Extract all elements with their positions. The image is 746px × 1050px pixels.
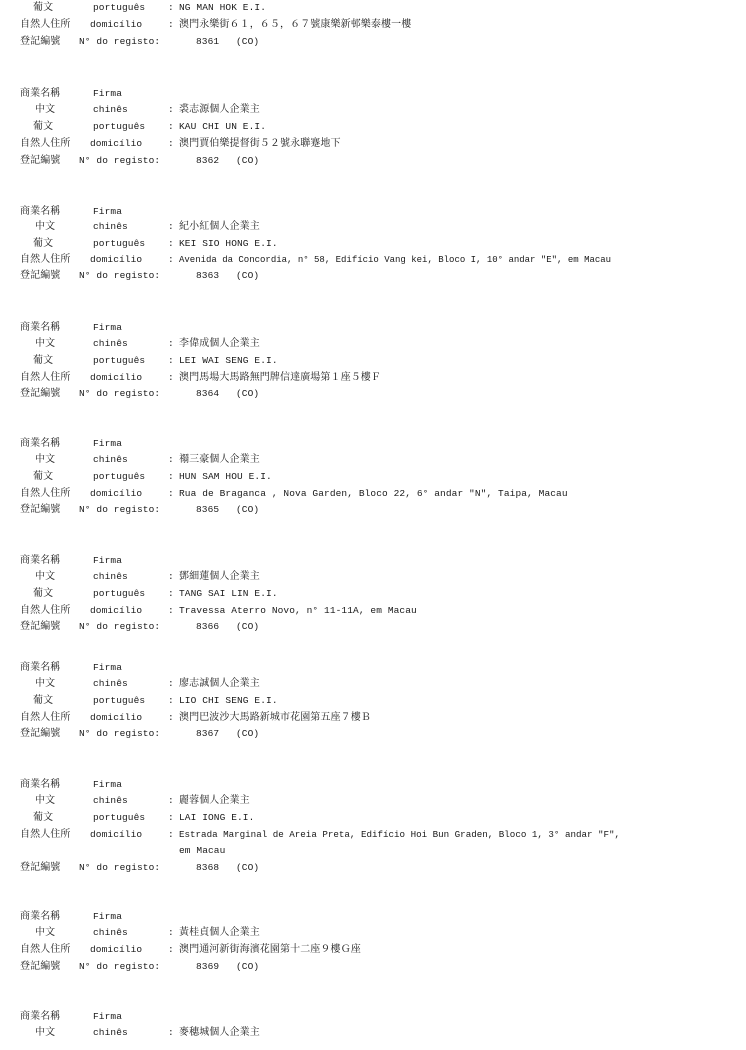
address: 澳門賈伯樂提督街５２號永聯蹇地下 bbox=[179, 138, 341, 149]
pt-label-zh: 葡文 bbox=[33, 471, 54, 482]
address: 澳門永樂街６１，６５，６７號康樂新邨樂泰樓一樓 bbox=[179, 19, 412, 30]
pt-label: português bbox=[93, 2, 146, 13]
zh-label: chinês bbox=[93, 795, 128, 806]
registo-number: 8363 bbox=[196, 270, 220, 281]
zh-label-zh: 中文 bbox=[35, 454, 56, 465]
colon: : bbox=[168, 944, 174, 955]
firma-label-zh: 商業名稱 bbox=[20, 1011, 61, 1022]
registo-label: N° do registo: bbox=[79, 155, 161, 166]
registo-number: 8361 bbox=[196, 36, 220, 47]
firma-label-zh: 商業名稱 bbox=[20, 438, 61, 449]
domicile-label: domicílio bbox=[90, 488, 143, 499]
pt-name: HUN SAM HOU E.I. bbox=[179, 471, 272, 482]
pt-label: português bbox=[93, 812, 146, 823]
firma-label-zh: 商業名稱 bbox=[20, 88, 61, 99]
colon: : bbox=[168, 454, 174, 465]
pt-name: KEI SIO HONG E.I. bbox=[179, 238, 278, 249]
zh-name: 麥穗城個人企業主 bbox=[179, 1027, 260, 1038]
registo-suffix: (CO) bbox=[236, 155, 260, 166]
zh-label: chinês bbox=[93, 1027, 128, 1038]
pt-label-zh: 葡文 bbox=[33, 2, 54, 13]
registo-number: 8364 bbox=[196, 388, 220, 399]
domicile-label-zh: 自然人住所 bbox=[20, 829, 71, 840]
address: 澳門巴波沙大馬路新城市花園第五座７樓Ｂ bbox=[179, 712, 371, 723]
firma-label-zh: 商業名稱 bbox=[20, 206, 61, 217]
domicile-label-zh: 自然人住所 bbox=[20, 372, 71, 383]
registo-number: 8362 bbox=[196, 155, 220, 166]
colon: : bbox=[168, 221, 174, 232]
address: Avenida da Concordia, n° 58, Edifício Vang kei, Bloco I, 10° andar "E", em Macau bbox=[179, 255, 612, 265]
pt-name: TANG SAI LIN E.I. bbox=[179, 588, 278, 599]
domicile-label-zh: 自然人住所 bbox=[20, 138, 71, 149]
domicile-label: domicílio bbox=[90, 254, 143, 265]
pt-name: LIO CHI SENG E.I. bbox=[179, 695, 278, 706]
colon: : bbox=[168, 829, 174, 840]
address: 澳門通河新街海濱花園第十二座９樓Ｇ座 bbox=[179, 944, 361, 955]
firma-label: Firma bbox=[93, 555, 123, 566]
domicile-label: domicílio bbox=[90, 944, 143, 955]
firma-label: Firma bbox=[93, 911, 123, 922]
domicile-label-zh: 自然人住所 bbox=[20, 19, 71, 30]
zh-label-zh: 中文 bbox=[35, 795, 56, 806]
zh-label: chinês bbox=[93, 221, 128, 232]
registo-label: N° do registo: bbox=[79, 270, 161, 281]
zh-name: 紀小紅個人企業主 bbox=[179, 221, 260, 232]
zh-label: chinês bbox=[93, 571, 128, 582]
colon: : bbox=[168, 254, 174, 265]
pt-label: português bbox=[93, 121, 146, 132]
domicile-label: domicílio bbox=[90, 138, 143, 149]
colon: : bbox=[168, 238, 174, 249]
pt-label: português bbox=[93, 695, 146, 706]
colon: : bbox=[168, 19, 174, 30]
domicile-label: domicílio bbox=[90, 605, 143, 616]
registo-label: N° do registo: bbox=[79, 961, 161, 972]
address: Rua de Braganca , Nova Garden, Bloco 22, 6° andar "N", Taipa, Macau bbox=[179, 488, 568, 499]
colon: : bbox=[168, 795, 174, 806]
pt-label-zh: 葡文 bbox=[33, 588, 54, 599]
firma-label: Firma bbox=[93, 779, 123, 790]
domicile-label-zh: 自然人住所 bbox=[20, 944, 71, 955]
colon: : bbox=[168, 338, 174, 349]
pt-label: português bbox=[93, 588, 146, 599]
firma-label: Firma bbox=[93, 206, 123, 217]
zh-label-zh: 中文 bbox=[35, 678, 56, 689]
colon: : bbox=[168, 812, 174, 823]
registo-label: N° do registo: bbox=[79, 36, 161, 47]
registo-suffix: (CO) bbox=[236, 621, 260, 632]
address: 澳門馬場大馬路無門牌信達廣場第１座５樓Ｆ bbox=[179, 372, 381, 383]
zh-label-zh: 中文 bbox=[35, 927, 56, 938]
colon: : bbox=[168, 588, 174, 599]
zh-name: 廖志誠個人企業主 bbox=[179, 678, 260, 689]
registo-suffix: (CO) bbox=[236, 862, 260, 873]
colon: : bbox=[168, 1027, 174, 1038]
registo-label: N° do registo: bbox=[79, 504, 161, 515]
colon: : bbox=[168, 355, 174, 366]
zh-name: 李偉成個人企業主 bbox=[179, 338, 260, 349]
domicile-label-zh: 自然人住所 bbox=[20, 712, 71, 723]
registo-label-zh: 登記編號 bbox=[20, 504, 61, 515]
firma-label-zh: 商業名稱 bbox=[20, 779, 61, 790]
domicile-label: domicílio bbox=[90, 372, 143, 383]
registo-label-zh: 登記編號 bbox=[20, 388, 61, 399]
registo-suffix: (CO) bbox=[236, 388, 260, 399]
pt-label: português bbox=[93, 238, 146, 249]
pt-name: LEI WAI SENG E.I. bbox=[179, 355, 278, 366]
domicile-label-zh: 自然人住所 bbox=[20, 254, 71, 265]
colon: : bbox=[168, 471, 174, 482]
pt-label-zh: 葡文 bbox=[33, 695, 54, 706]
zh-name: 黃桂貞個人企業主 bbox=[179, 927, 260, 938]
registo-label: N° do registo: bbox=[79, 728, 161, 739]
firma-label-zh: 商業名稱 bbox=[20, 662, 61, 673]
registo-suffix: (CO) bbox=[236, 728, 260, 739]
colon: : bbox=[168, 605, 174, 616]
zh-label: chinês bbox=[93, 454, 128, 465]
domicile-label: domicílio bbox=[90, 829, 143, 840]
registo-number: 8367 bbox=[196, 728, 220, 739]
zh-name: 裘志源個人企業主 bbox=[179, 104, 260, 115]
firma-label: Firma bbox=[93, 322, 123, 333]
firma-label: Firma bbox=[93, 1011, 123, 1022]
registo-label-zh: 登記編號 bbox=[20, 155, 61, 166]
address: Estrada Marginal de Areia Preta, Edifício Hoi Bun Graden, Bloco 1, 3° andar "F", bbox=[179, 829, 621, 840]
colon: : bbox=[168, 372, 174, 383]
pt-name: LAI IONG E.I. bbox=[179, 812, 255, 823]
firma-label-zh: 商業名稱 bbox=[20, 322, 61, 333]
colon: : bbox=[168, 695, 174, 706]
registo-suffix: (CO) bbox=[236, 504, 260, 515]
zh-label: chinês bbox=[93, 104, 128, 115]
registo-label: N° do registo: bbox=[79, 621, 161, 632]
zh-name: 鄧細蓮個人企業主 bbox=[179, 571, 260, 582]
colon: : bbox=[168, 104, 174, 115]
colon: : bbox=[168, 571, 174, 582]
pt-name: NG MAN HOK E.I. bbox=[179, 2, 267, 13]
firma-label-zh: 商業名稱 bbox=[20, 911, 61, 922]
registo-label-zh: 登記編號 bbox=[20, 621, 61, 632]
zh-name: 麗蓉個人企業主 bbox=[179, 795, 250, 806]
registo-number: 8365 bbox=[196, 504, 220, 515]
domicile-label: domicílio bbox=[90, 19, 143, 30]
zh-label-zh: 中文 bbox=[35, 338, 56, 349]
pt-label-zh: 葡文 bbox=[33, 121, 54, 132]
address: Travessa Aterro Novo, n° 11-11A, em Macau bbox=[179, 605, 417, 616]
colon: : bbox=[168, 678, 174, 689]
pt-name: KAU CHI UN E.I. bbox=[179, 121, 267, 132]
pt-label-zh: 葡文 bbox=[33, 812, 54, 823]
zh-label-zh: 中文 bbox=[35, 104, 56, 115]
registo-label-zh: 登記編號 bbox=[20, 36, 61, 47]
colon: : bbox=[168, 927, 174, 938]
domicile-label: domicílio bbox=[90, 712, 143, 723]
registo-label-zh: 登記編號 bbox=[20, 270, 61, 281]
zh-label-zh: 中文 bbox=[35, 1027, 56, 1038]
domicile-label-zh: 自然人住所 bbox=[20, 488, 71, 499]
pt-label: português bbox=[93, 471, 146, 482]
firma-label: Firma bbox=[93, 662, 123, 673]
colon: : bbox=[168, 121, 174, 132]
registo-label-zh: 登記編號 bbox=[20, 961, 61, 972]
colon: : bbox=[168, 138, 174, 149]
colon: : bbox=[168, 712, 174, 723]
pt-label: português bbox=[93, 355, 146, 366]
registo-number: 8368 bbox=[196, 862, 220, 873]
firma-label: Firma bbox=[93, 438, 123, 449]
colon: : bbox=[168, 488, 174, 499]
registo-number: 8366 bbox=[196, 621, 220, 632]
registo-number: 8369 bbox=[196, 961, 220, 972]
domicile-label-zh: 自然人住所 bbox=[20, 605, 71, 616]
firma-label: Firma bbox=[93, 88, 123, 99]
registo-suffix: (CO) bbox=[236, 961, 260, 972]
registo-label: N° do registo: bbox=[79, 862, 161, 873]
pt-label-zh: 葡文 bbox=[33, 238, 54, 249]
zh-label: chinês bbox=[93, 338, 128, 349]
registo-label-zh: 登記編號 bbox=[20, 862, 61, 873]
registo-suffix: (CO) bbox=[236, 36, 260, 47]
zh-label-zh: 中文 bbox=[35, 221, 56, 232]
registo-label: N° do registo: bbox=[79, 388, 161, 399]
firma-label-zh: 商業名稱 bbox=[20, 555, 61, 566]
zh-name: 禤三豪個人企業主 bbox=[179, 454, 260, 465]
address-continuation: em Macau bbox=[179, 845, 226, 856]
registo-label-zh: 登記編號 bbox=[20, 728, 61, 739]
zh-label: chinês bbox=[93, 678, 128, 689]
registo-suffix: (CO) bbox=[236, 270, 260, 281]
colon: : bbox=[168, 2, 174, 13]
zh-label-zh: 中文 bbox=[35, 571, 56, 582]
zh-label: chinês bbox=[93, 927, 128, 938]
pt-label-zh: 葡文 bbox=[33, 355, 54, 366]
